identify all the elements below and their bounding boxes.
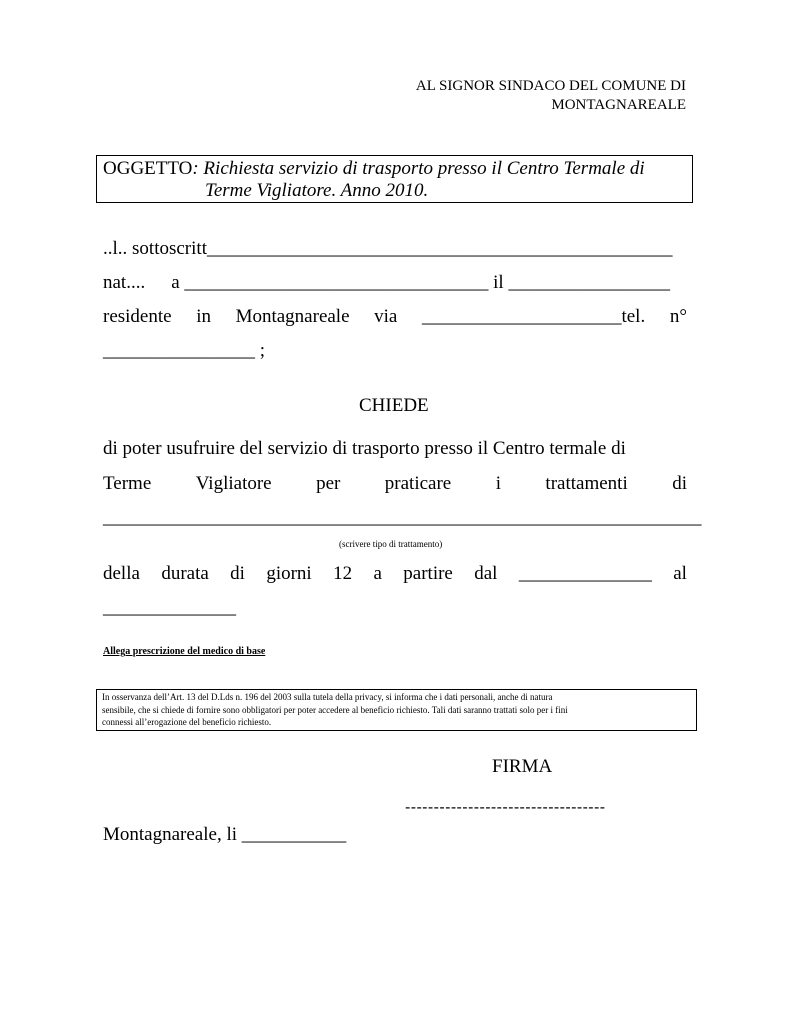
duration-word: della [103, 563, 140, 584]
request-heading: CHIEDE [359, 395, 429, 416]
request-word: di [672, 473, 687, 494]
residence-word: residente [103, 306, 172, 327]
request-line-2 [103, 473, 687, 495]
recipient-line-1: AL SIGNOR SINDACO DEL COMUNE DI [415, 78, 686, 94]
subject-label: OGGETTO [103, 158, 193, 179]
subject-text-2: Terme Vigliatore. Anno 2010. [205, 180, 429, 201]
treatment-hint: (scrivere tipo di trattamento) [339, 539, 443, 549]
privacy-notice [96, 689, 697, 731]
privacy-line: In osservanza dell’Art. 13 del D.Lds n. 196 del 2003 sulla tutela della privacy, si informa che i dati personali, anche di natura [102, 692, 553, 702]
privacy-line: sensibile, che si chiede di fornire sono obbligatori per poter accedere al beneficio richiesto. Tali dati saranno trattati solo per i fini [102, 704, 568, 715]
birth-label: nat.... [103, 272, 146, 293]
subject-line-1 [103, 158, 645, 180]
applicant-residence-line [103, 306, 687, 328]
duration-line [103, 563, 687, 585]
birth-place-blank: ________________________________ il _________________ [184, 272, 670, 293]
recipient-line-2: MONTAGNAREALE [551, 97, 686, 113]
residence-word: _____________________tel. [421, 306, 646, 327]
duration-word: giorni [266, 563, 312, 584]
applicant-birth-line [103, 272, 670, 294]
subject-text-1: : Richiesta servizio di trasporto presso il Centro Termale di [192, 158, 645, 179]
duration-word: 12 [333, 563, 353, 584]
duration-word: partire [403, 563, 453, 584]
request-line-1: di poter usufruire del servizio di trasporto presso il Centro termale di [103, 438, 626, 459]
residence-word: in [196, 306, 211, 327]
duration-word: durata [161, 563, 209, 584]
birth-place-label: a [171, 272, 180, 293]
residence-word: via [374, 306, 398, 327]
signature-line: ----------------------------------- [405, 799, 606, 816]
request-word: per [316, 473, 341, 494]
attachment-note: Allega prescrizione del medico di base [103, 646, 266, 657]
request-word: i [495, 473, 501, 494]
duration-word: a [373, 563, 382, 584]
privacy-line: connessi all’erogazione del beneficio richiesto. [102, 717, 272, 727]
request-word: Vigliatore [195, 473, 272, 494]
residence-word: Montagnareale [235, 306, 350, 327]
duration-word: ______________ [518, 563, 652, 584]
duration-word: al [673, 563, 687, 584]
request-word: trattamenti [545, 473, 628, 494]
applicant-name-line: ..l.. sottoscritt_________________________________________________ [103, 238, 673, 259]
treatment-blank-line: _______________________________________________________________ [103, 507, 702, 528]
residence-word: n° [669, 306, 687, 327]
signature-label: FIRMA [492, 756, 553, 777]
duration-word: di [230, 563, 245, 584]
request-word: praticare [384, 473, 452, 494]
phone-blank-line: ________________ ; [103, 340, 266, 361]
duration-word: dal [474, 563, 498, 584]
subject-box [96, 155, 693, 203]
end-date-blank: ______________ [103, 597, 236, 618]
request-word: Terme [103, 473, 152, 494]
place-date: Montagnareale, li ___________ [103, 824, 347, 845]
